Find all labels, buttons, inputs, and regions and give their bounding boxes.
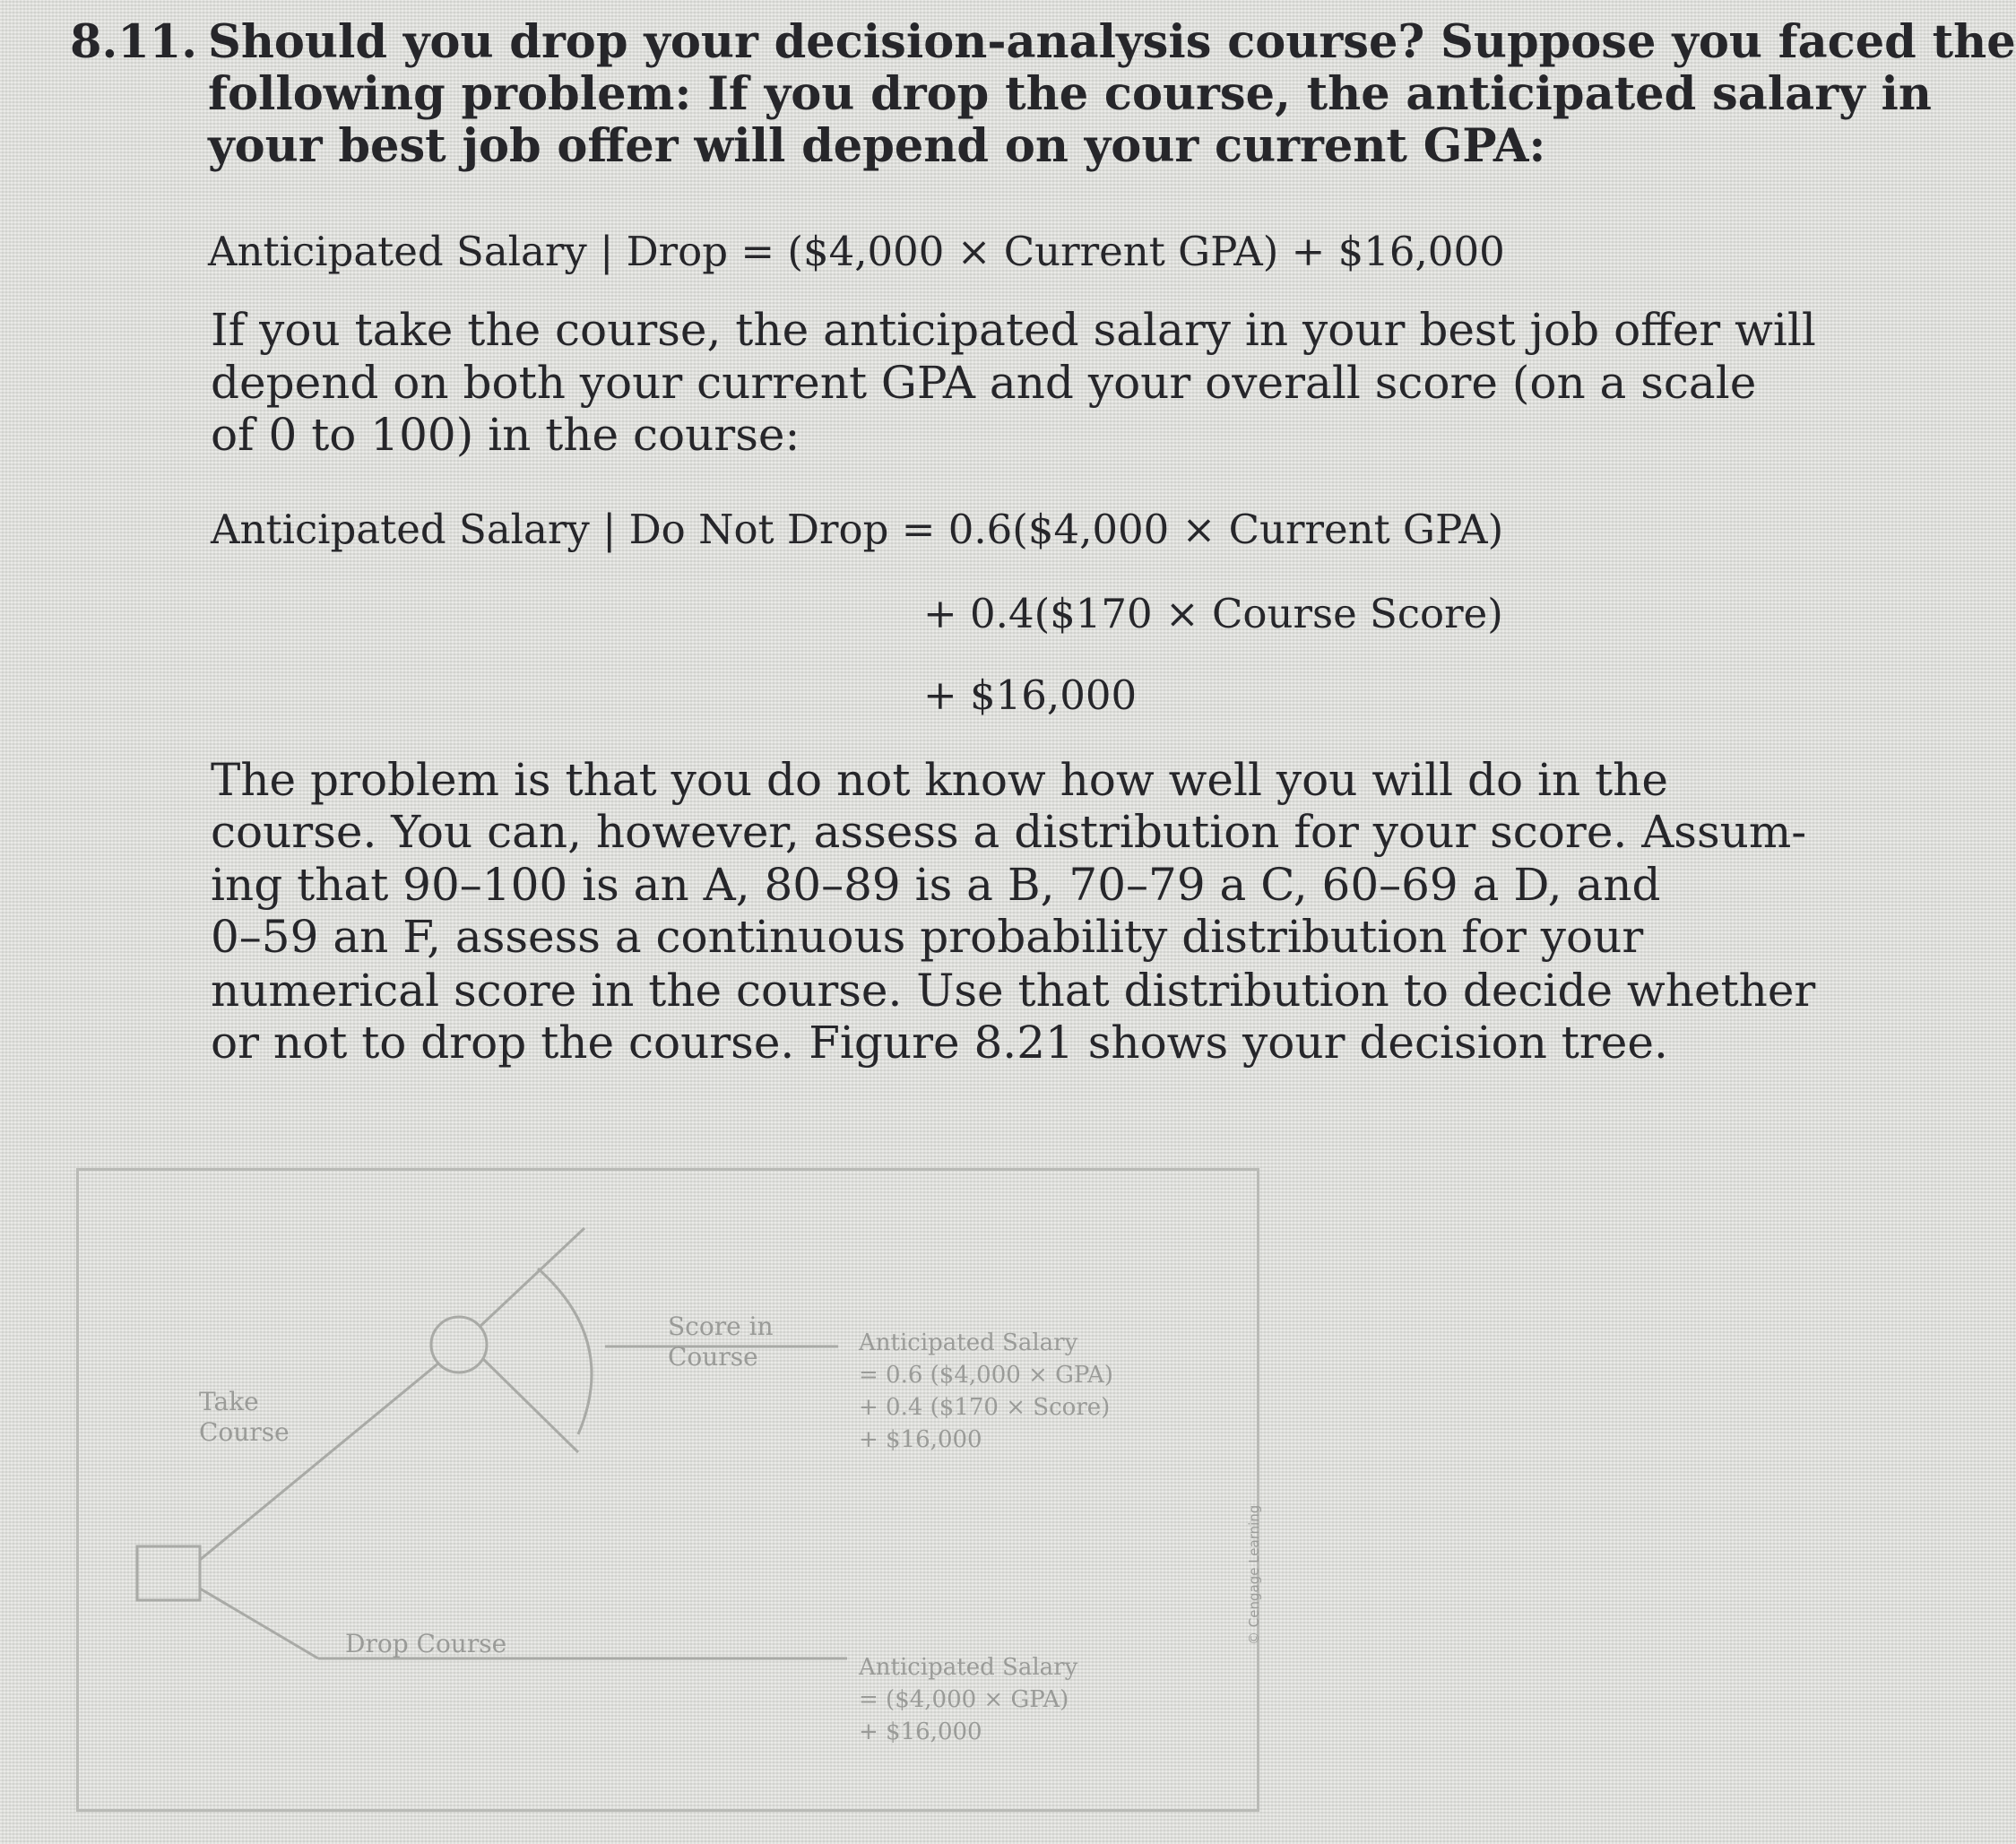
closing-line-6: or not to drop the course. Figure 8.21 shows your decision tree. bbox=[211, 1017, 1668, 1069]
decision-node bbox=[137, 1546, 200, 1600]
drop-course-label: Drop Course bbox=[345, 1629, 507, 1658]
fan-arc bbox=[538, 1268, 592, 1434]
formula-take-line-2: + 0.4($170 × Course Score) bbox=[923, 590, 1503, 637]
take-payoff-label: Anticipated Salary = 0.6 ($4,000 × GPA) + 0.4 ($170 × Score) + $16,000 bbox=[859, 1329, 1113, 1453]
take-line-1: If you take the course, the anticipated salary in your best job offer will bbox=[211, 304, 1816, 356]
title-line-2: following problem: If you drop the course, the anticipated salary in bbox=[208, 67, 1932, 121]
fan-lower-line bbox=[482, 1358, 578, 1452]
closing-line-2: course. You can, however, assess a distribution for your score. Assum- bbox=[211, 806, 1807, 858]
closing-line-4: 0–59 an F, assess a continuous probability distribution for your bbox=[211, 911, 1644, 963]
copyright-credit: © Cengage Learning bbox=[1246, 1504, 1262, 1645]
title-line-1: Should you drop your decision-analysis course? Suppose you faced the bbox=[208, 15, 2016, 69]
closing-line-3: ing that 90–100 is an A, 80–89 is a B, 70–79 a C, 60–69 a D, and bbox=[211, 859, 1661, 911]
take-line-3: of 0 to 100) in the course: bbox=[211, 409, 800, 461]
drop-payoff-label: Anticipated Salary = ($4,000 × GPA) + $16,000 bbox=[859, 1654, 1078, 1745]
formula-take-line-3: + $16,000 bbox=[923, 671, 1138, 719]
take-line-2: depend on both your current GPA and your overall score (on a scale bbox=[211, 357, 1757, 409]
chance-node bbox=[431, 1317, 487, 1372]
closing-line-5: numerical score in the course. Use that distribution to decide whether bbox=[211, 965, 1816, 1017]
problem-number: 8.11. bbox=[70, 15, 197, 69]
score-in-course-label: Score in Course bbox=[668, 1312, 774, 1372]
formula-take-line-1: Anticipated Salary | Do Not Drop = 0.6($4,000 × Current GPA) bbox=[211, 506, 1504, 553]
formula-drop: Anticipated Salary | Drop = ($4,000 × Current GPA) + $16,000 bbox=[208, 228, 1505, 275]
drop-course-branch-diagonal bbox=[200, 1589, 318, 1658]
title-line-3: your best job offer will depend on your current GPA: bbox=[208, 119, 1546, 173]
fan-upper-line bbox=[480, 1228, 584, 1327]
closing-line-1: The problem is that you do not know how well you will do in the bbox=[211, 754, 1668, 806]
take-course-label: Take Course bbox=[199, 1387, 290, 1447]
